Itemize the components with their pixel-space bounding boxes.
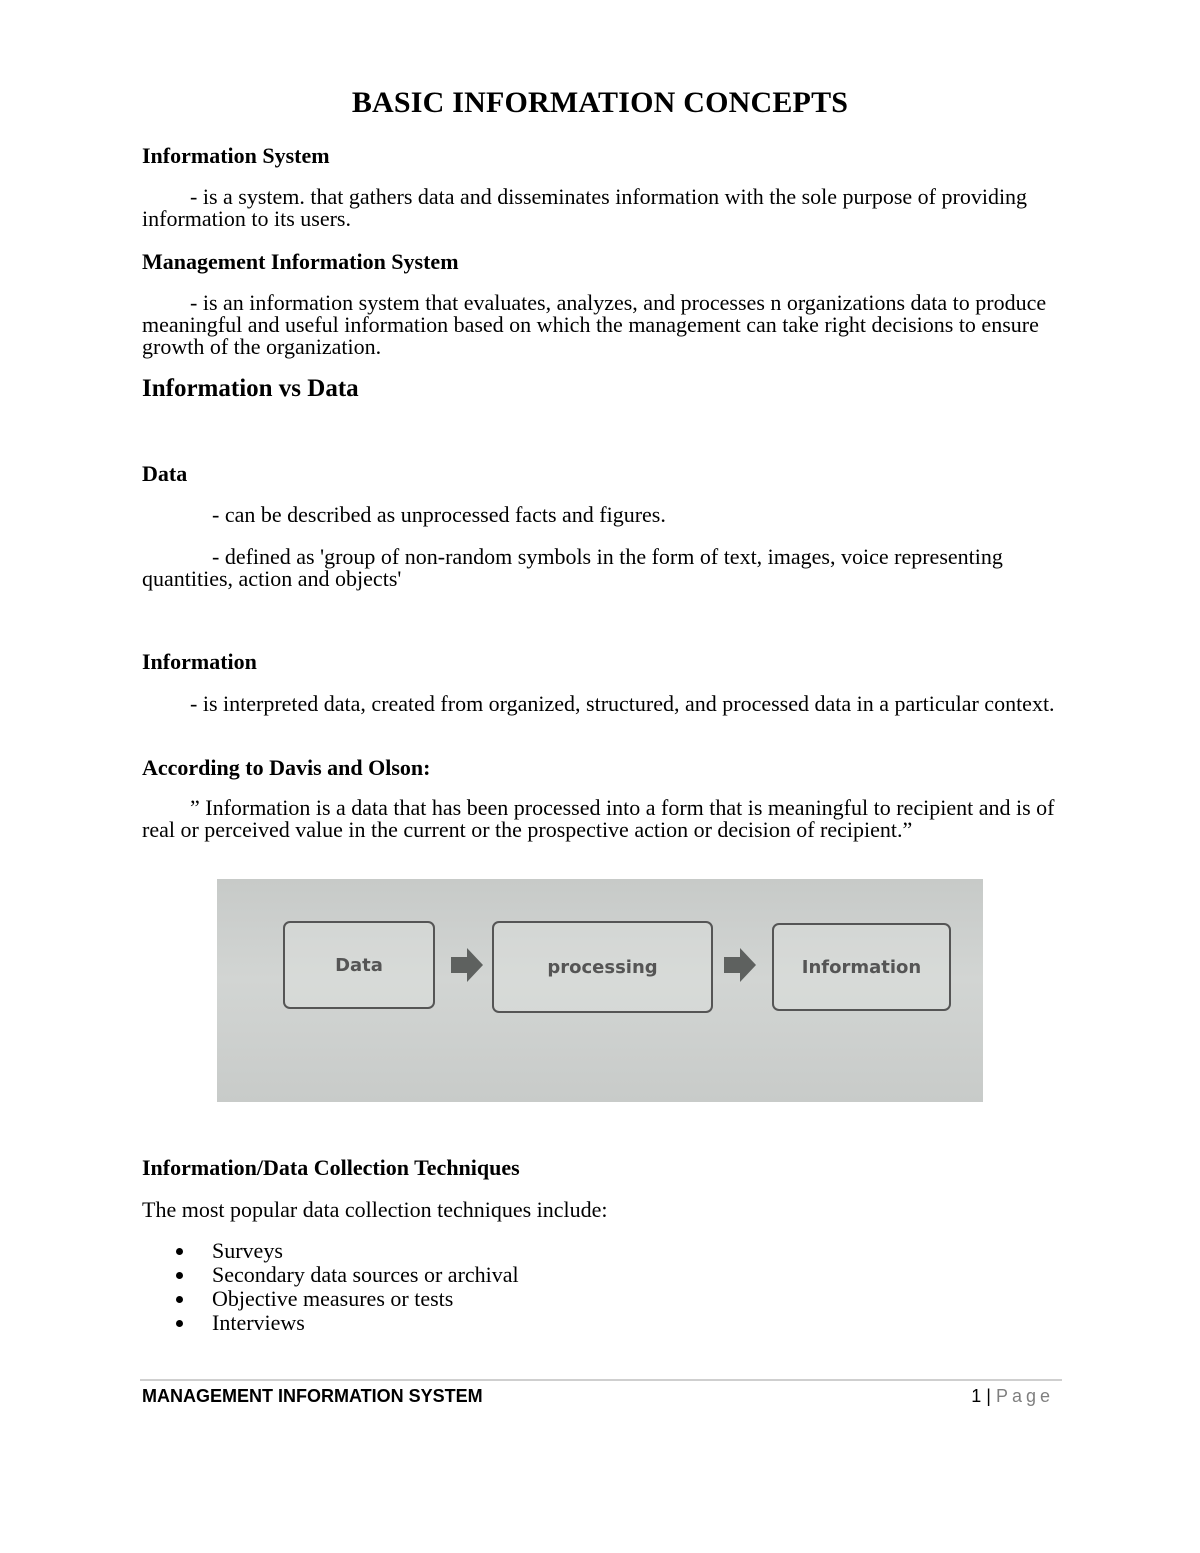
heading-information: Information <box>142 649 257 674</box>
list-item: Secondary data sources or archival <box>142 1263 519 1287</box>
diagram-box-data: Data <box>283 921 435 1009</box>
right-arrow-icon <box>449 945 485 985</box>
diagram-box-processing: processing <box>492 921 713 1013</box>
diagram-box-information: Information <box>772 923 951 1011</box>
footer-document-name: MANAGEMENT INFORMATION SYSTEM <box>142 1386 483 1406</box>
heading-collection-techniques: Information/Data Collection Techniques <box>142 1155 520 1180</box>
heading-davis-olson: According to Davis and Olson: <box>142 755 431 780</box>
footer-divider <box>140 1379 1062 1381</box>
page-number: 1 <box>971 1386 982 1406</box>
information-definition: - is interpreted data, created from organized, structured, and processed data in a particular context. <box>190 691 1055 716</box>
davis-olson-quote: ” Information is a data that has been processed into a form that is meaningful to recipient and is of real or perceived value in the current or the prospective action or decision of recipient.” <box>142 795 1055 842</box>
page-label: Page <box>995 1386 1054 1406</box>
list-item: Objective measures or tests <box>142 1287 519 1311</box>
list-item: Interviews <box>142 1311 519 1335</box>
data-processing-information-diagram <box>217 879 983 1102</box>
heading-information-vs-data: Information vs Data <box>142 375 359 402</box>
collection-techniques-list <box>142 1239 519 1335</box>
document-title: BASIC INFORMATION CONCEPTS <box>351 86 849 119</box>
page-separator: | <box>986 1386 991 1406</box>
collection-intro: The most popular data collection techniques include: <box>142 1197 608 1222</box>
bullet-icon <box>176 1296 183 1303</box>
information-system-definition: - is a system. that gathers data and disseminates information with the sole purpose of providing information to its users. <box>142 184 1028 231</box>
bullet-icon <box>176 1248 183 1255</box>
bullet-icon <box>176 1320 183 1327</box>
bullet-icon <box>176 1272 183 1279</box>
mis-definition: - is an information system that evaluates, analyzes, and processes n organizations data to produce meaningful and useful information based on which the management can take right decisions to ensure growth of the organization. <box>142 290 1047 359</box>
heading-information-system: Information System <box>142 143 330 168</box>
heading-data: Data <box>142 461 188 486</box>
list-item: Surveys <box>142 1239 519 1263</box>
footer-page-indicator <box>971 1386 1054 1407</box>
data-point-2: - defined as 'group of non-random symbols in the form of text, images, voice representing quantities, action and objects' <box>142 544 1003 591</box>
data-point-1: - can be described as unprocessed facts and figures. <box>212 502 666 527</box>
heading-management-information-system: Management Information System <box>142 249 459 274</box>
right-arrow-icon <box>722 945 758 985</box>
